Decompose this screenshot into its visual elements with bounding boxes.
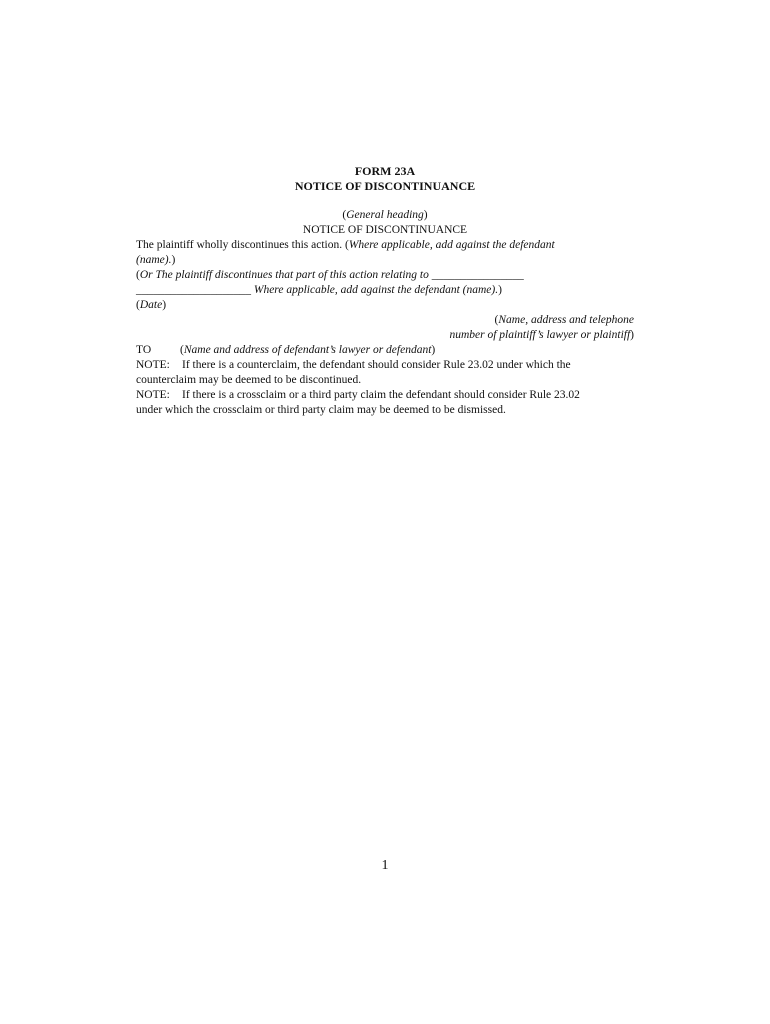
note-crossclaim-cont: under which the crossclaim or third party claim may be deemed to be dismissed.	[136, 404, 506, 416]
partial-open-paren: (	[136, 269, 140, 281]
note-crossclaim-text: If there is a crossclaim or a third party claim the defendant should consider Rule 23.02	[182, 389, 580, 401]
form-number: FORM 23A	[354, 164, 416, 178]
partial-close-paren: )	[498, 284, 502, 296]
partial-discontinuance-line-cont	[136, 283, 636, 298]
form-title: NOTICE OF DISCONTINUANCE	[294, 179, 476, 193]
note-counterclaim-text: If there is a counterclaim, the defendant should consider Rule 23.02 under which the	[182, 359, 571, 371]
signature-line-2: number of plaintiff’s lawyer or plaintiff)	[449, 329, 634, 341]
partial-discontinuance-line	[136, 268, 636, 283]
note-label: NOTE:	[136, 359, 170, 371]
to-instruction: Name and address of defendant’s lawyer or defendant	[183, 344, 432, 356]
wholly-discontinues-line-cont	[136, 253, 636, 268]
wholly-discontinues-line	[136, 238, 636, 253]
wholly-discontinues-instruction-cont: (name).	[136, 254, 172, 266]
wholly-discontinues-instruction: Where applicable, add against the defendant	[348, 239, 555, 251]
signature-instruction-1: Name, address and telephone	[498, 314, 634, 326]
to-label: TO	[136, 344, 152, 356]
partial-discontinuance-instruction: Or The plaintiff discontinues that part of this action relating to ________________	[139, 269, 524, 281]
wholly-discontinues-text: The plaintiff wholly discontinues this action. (	[136, 239, 349, 251]
partial-blank: ____________________	[136, 284, 251, 296]
page-number: 1	[381, 858, 389, 873]
date-line: (Date)	[136, 299, 167, 311]
wholly-close-paren: )	[171, 254, 176, 266]
note-counterclaim-cont: counterclaim may be deemed to be discontinued.	[136, 374, 362, 386]
general-heading-instruction: General heading	[346, 209, 424, 221]
note-counterclaim	[136, 358, 636, 373]
partial-discontinuance-instruction-cont: Where applicable, add against the defendant (name).	[251, 284, 499, 296]
general-heading-line: (General heading)	[342, 209, 428, 221]
to-line: TO (Name and address of defendant’s lawyer or defendant)	[136, 344, 436, 356]
signature-line-1: (Name, address and telephone	[494, 314, 634, 326]
signature-instruction-2: number of plaintiff’s lawyer or plaintiff	[449, 329, 631, 341]
date-instruction: Date	[139, 299, 163, 311]
notice-heading: NOTICE OF DISCONTINUANCE	[302, 224, 468, 236]
note-crossclaim	[136, 388, 636, 403]
note-label: NOTE:	[136, 389, 170, 401]
